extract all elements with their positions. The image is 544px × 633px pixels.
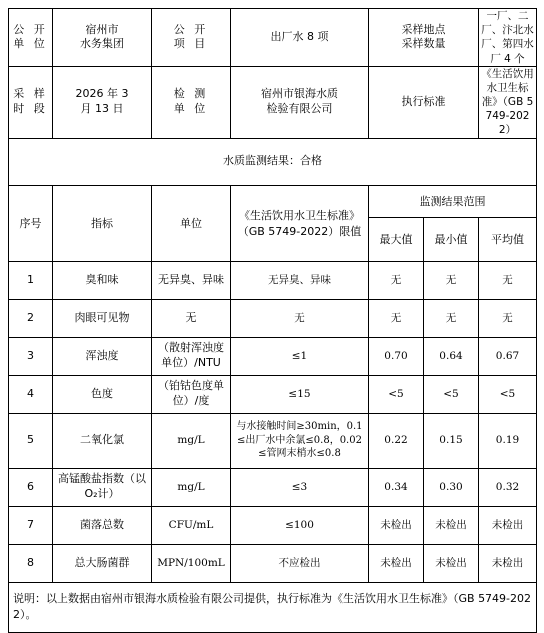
publish-unit-value: 宿州市 水务集团	[53, 9, 152, 67]
row-avg: 无	[479, 299, 537, 337]
row-limit: 无异臭、异味	[231, 261, 369, 299]
table-row	[9, 544, 537, 582]
result-title-row	[9, 138, 537, 185]
publish-unit-label: 公 开 单 位	[9, 9, 53, 67]
table-row	[9, 468, 537, 506]
row-min: 0.15	[424, 413, 479, 468]
sampling-location-value: 一厂、二厂、汴北水厂、第四水厂 4 个	[479, 9, 537, 67]
col-header-indicator: 指标	[53, 185, 152, 261]
row-no: 6	[9, 468, 53, 506]
result-title: 水质监测结果：合格	[9, 138, 537, 185]
col-header-max: 最大值	[369, 217, 424, 261]
sampling-period-label: 采 样 时 段	[9, 66, 53, 138]
table-row	[9, 299, 537, 337]
row-avg: 0.67	[479, 337, 537, 375]
standard-label: 执行标准	[369, 66, 479, 138]
table-row	[9, 375, 537, 413]
row-max: 0.70	[369, 337, 424, 375]
row-indicator: 二氧化氯	[53, 413, 152, 468]
row-min: 无	[424, 299, 479, 337]
col-header-min: 最小值	[424, 217, 479, 261]
row-avg: 0.19	[479, 413, 537, 468]
row-limit: 无	[231, 299, 369, 337]
row-limit: 与水接触时间≥30min，0.1≤出厂水中余氯≤0.8，0.02≤管网末梢水≤0.8	[231, 413, 369, 468]
row-indicator: 肉眼可见物	[53, 299, 152, 337]
row-unit: （散射浑浊度单位）/NTU	[152, 337, 231, 375]
row-indicator: 色度	[53, 375, 152, 413]
column-header-row-1	[9, 185, 537, 217]
testing-unit-label: 检 测 单 位	[152, 66, 231, 138]
row-indicator: 浑浊度	[53, 337, 152, 375]
row-max: 无	[369, 299, 424, 337]
row-min: 未检出	[424, 506, 479, 544]
row-limit: 不应检出	[231, 544, 369, 582]
sampling-location-label: 采样地点 采样数量	[369, 9, 479, 67]
row-limit: ≤1	[231, 337, 369, 375]
row-max: <5	[369, 375, 424, 413]
row-no: 3	[9, 337, 53, 375]
row-unit: MPN/100mL	[152, 544, 231, 582]
row-no: 7	[9, 506, 53, 544]
row-max: 未检出	[369, 506, 424, 544]
header-row-2	[9, 66, 537, 138]
table-row	[9, 337, 537, 375]
row-avg: 0.32	[479, 468, 537, 506]
testing-unit-value: 宿州市银海水质 检验有限公司	[231, 66, 369, 138]
row-avg: 未检出	[479, 544, 537, 582]
sampling-period-value: 2026 年 3 月 13 日	[53, 66, 152, 138]
row-unit: mg/L	[152, 413, 231, 468]
row-unit: 无异臭、异味	[152, 261, 231, 299]
row-min: 0.30	[424, 468, 479, 506]
row-indicator: 菌落总数	[53, 506, 152, 544]
col-header-range: 监测结果范围	[369, 185, 537, 217]
table-row	[9, 261, 537, 299]
row-unit: （铂钴色度单位）/度	[152, 375, 231, 413]
col-header-avg: 平均值	[479, 217, 537, 261]
row-indicator: 臭和味	[53, 261, 152, 299]
header-row-1	[9, 9, 537, 67]
col-header-limit: 《生活饮用水卫生标准》（GB 5749-2022）限值	[231, 185, 369, 261]
row-limit: ≤3	[231, 468, 369, 506]
row-min: 0.64	[424, 337, 479, 375]
row-max: 无	[369, 261, 424, 299]
row-max: 未检出	[369, 544, 424, 582]
row-limit: ≤100	[231, 506, 369, 544]
row-max: 0.22	[369, 413, 424, 468]
row-unit: mg/L	[152, 468, 231, 506]
row-unit: CFU/mL	[152, 506, 231, 544]
row-no: 2	[9, 299, 53, 337]
standard-value: 《生活饮用水卫生标准》（GB 5749-2022）	[479, 66, 537, 138]
report-note: 说明：以上数据由宿州市银海水质检验有限公司提供，执行标准为《生活饮用水卫生标准》（GB 5749-2022）。	[9, 582, 537, 632]
row-indicator: 高锰酸盐指数（以 O₂计）	[53, 468, 152, 506]
row-no: 8	[9, 544, 53, 582]
table-row	[9, 413, 537, 468]
col-header-unit: 单位	[152, 185, 231, 261]
table-row	[9, 506, 537, 544]
row-no: 1	[9, 261, 53, 299]
water-quality-report	[8, 8, 536, 633]
report-table	[8, 8, 537, 633]
row-no: 4	[9, 375, 53, 413]
row-max: 0.34	[369, 468, 424, 506]
row-min: <5	[424, 375, 479, 413]
row-limit: ≤15	[231, 375, 369, 413]
row-avg: 未检出	[479, 506, 537, 544]
row-min: 未检出	[424, 544, 479, 582]
row-indicator: 总大肠菌群	[53, 544, 152, 582]
row-unit: 无	[152, 299, 231, 337]
publish-item-value: 出厂水 8 项	[231, 9, 369, 67]
row-min: 无	[424, 261, 479, 299]
col-header-no: 序号	[9, 185, 53, 261]
row-no: 5	[9, 413, 53, 468]
row-avg: <5	[479, 375, 537, 413]
note-row	[9, 582, 537, 632]
row-avg: 无	[479, 261, 537, 299]
publish-item-label: 公 开 项 目	[152, 9, 231, 67]
